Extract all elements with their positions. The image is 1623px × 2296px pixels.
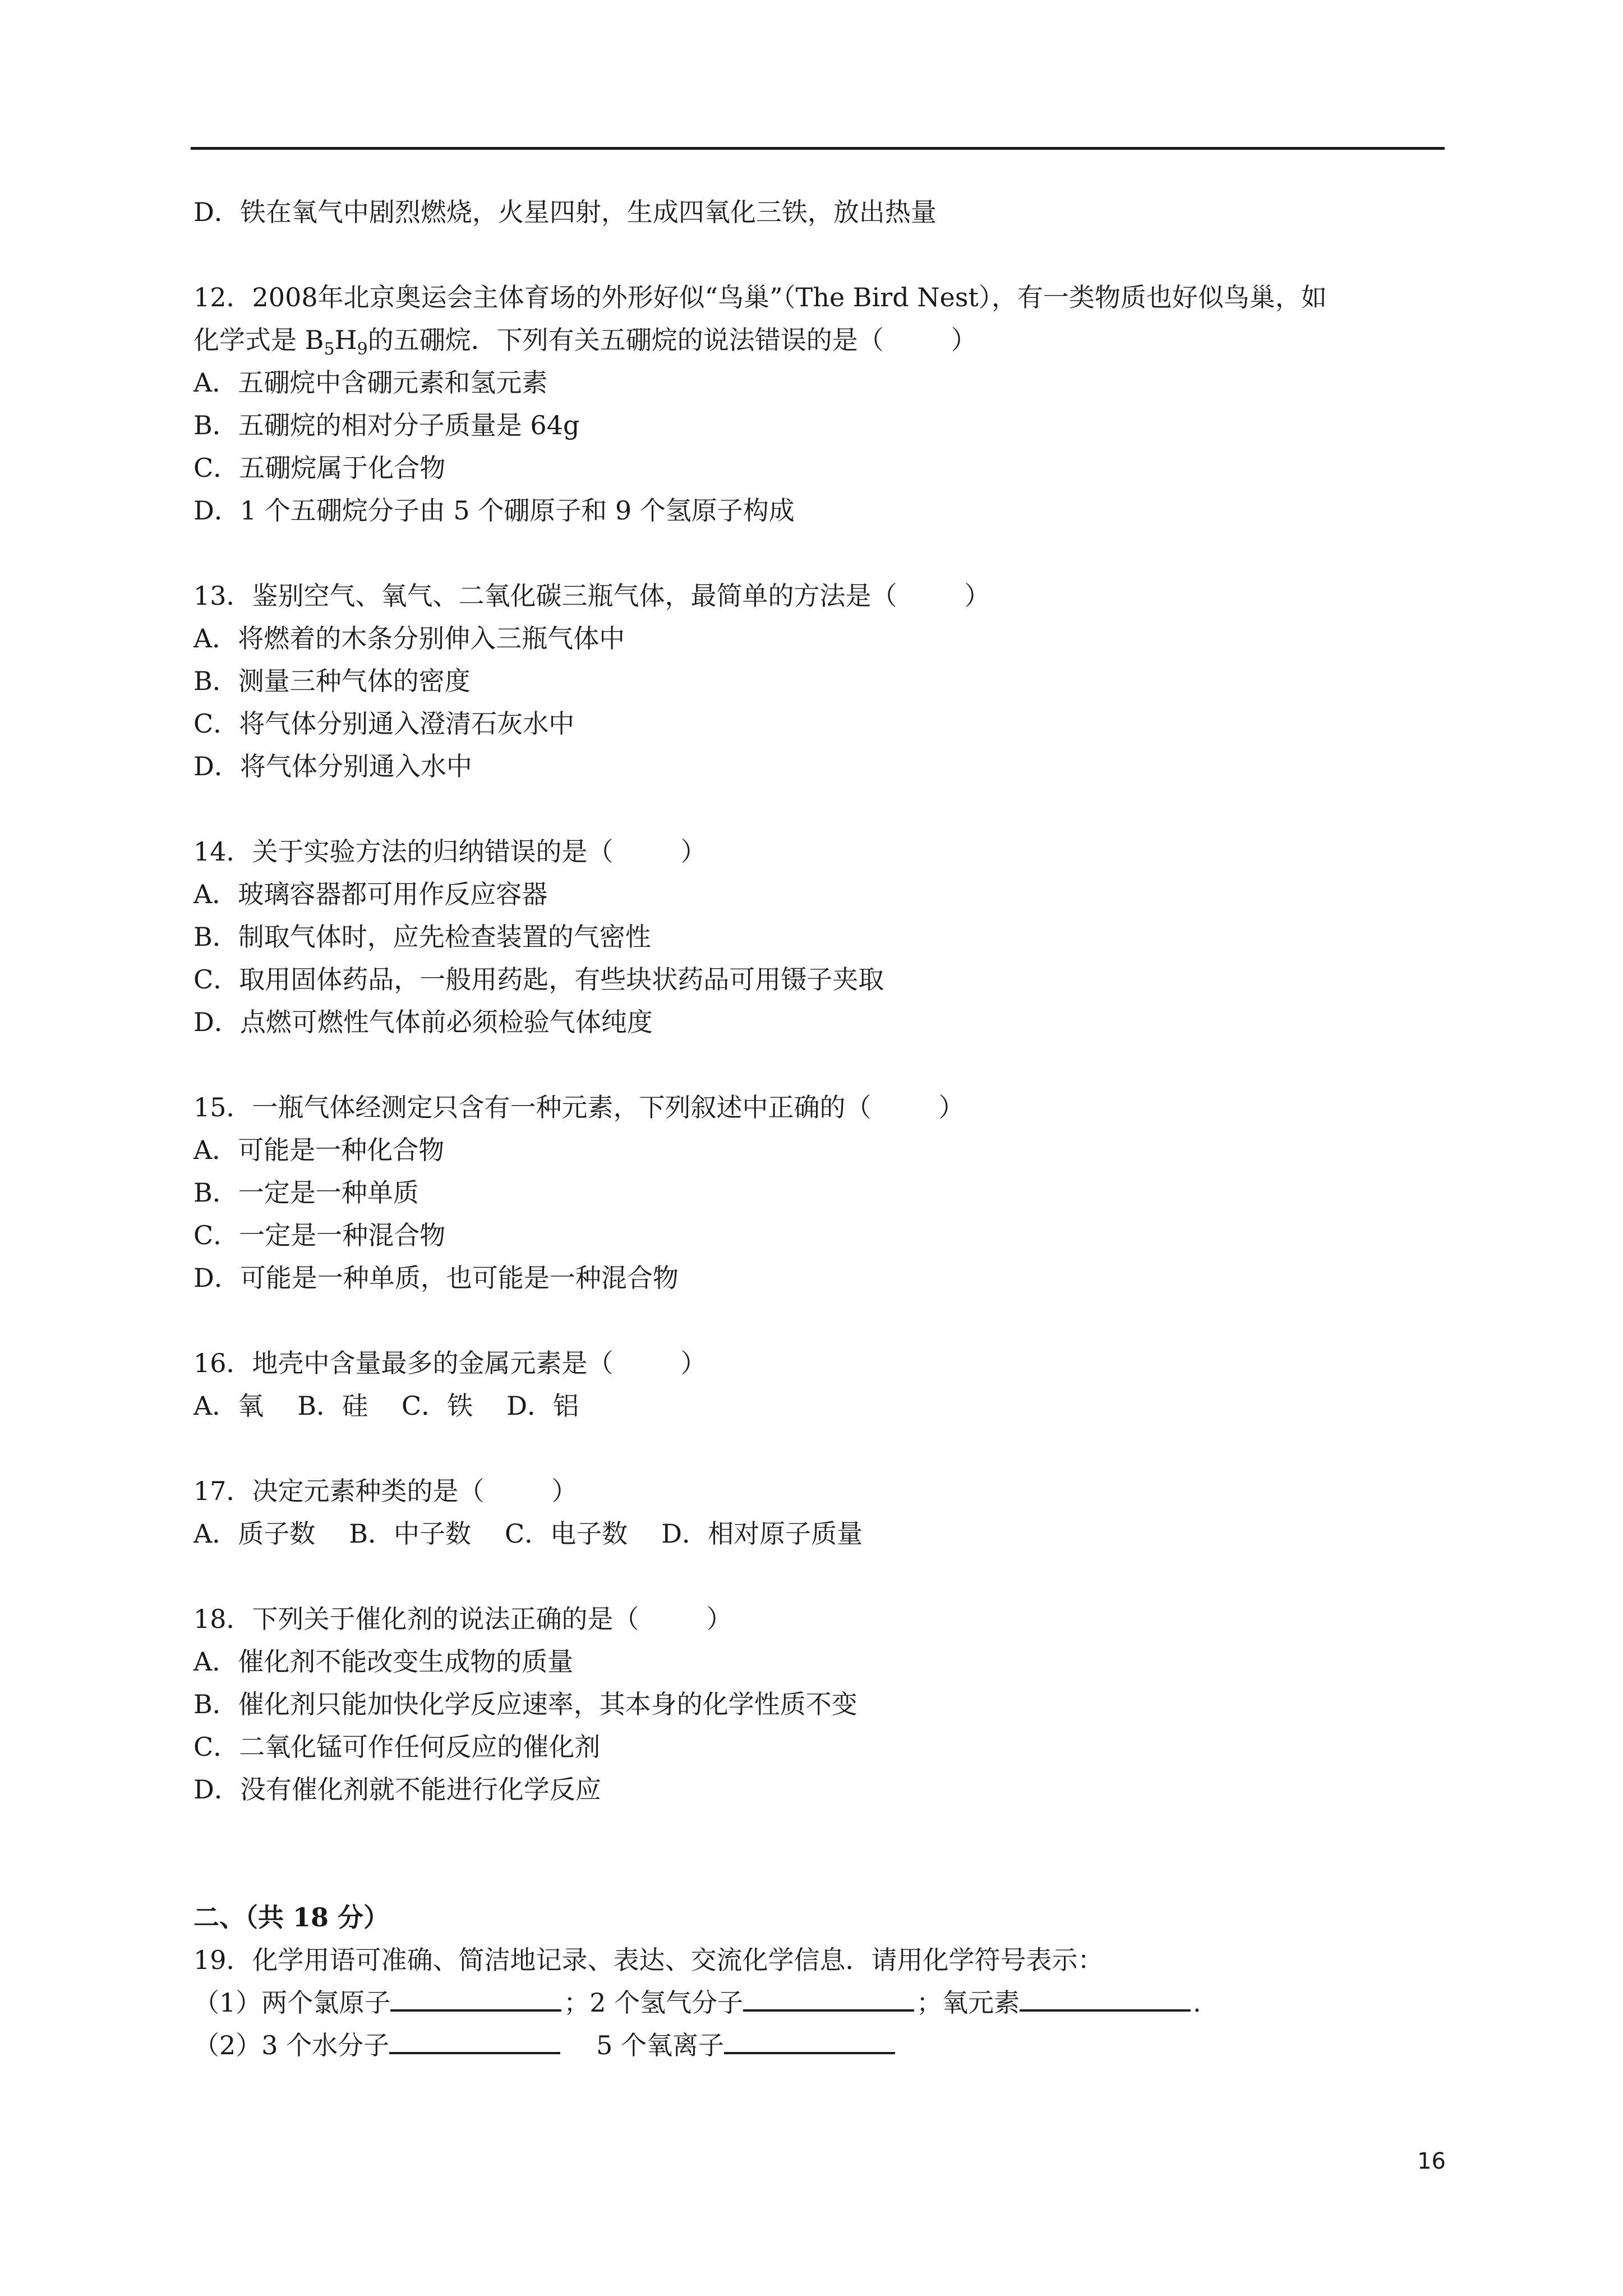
q12-option-c: C．五硼烷属于化合物	[193, 453, 446, 483]
q11-option-d: D．铁在氧气中剧烈燃烧，火星四射，生成四氧化三铁，放出热量	[193, 197, 937, 227]
q17-option-d: D．相对原子质量	[661, 1519, 863, 1549]
q17-option-c: C．电子数	[505, 1519, 628, 1549]
q12-stem-line2: 化学式是 $B_5H_9$的五硼烷．下列有关五硼烷的说法错误的是（ ）	[193, 325, 977, 360]
section-2-title: 二、（共 18 分）	[193, 1902, 390, 1932]
q17-stem: 17．决定元素种类的是（ ）	[193, 1476, 578, 1506]
q12-stem-line1: 12．2008年北京奥运会主体育场的外形好似“鸟巢”（The Bird Nest），有一类物质也好似鸟巢，如	[193, 282, 1327, 312]
q13-option-b: B．测量三种气体的密度	[193, 666, 471, 696]
q13-option-c: C．将气体分别通入澄清石灰水中	[193, 708, 575, 739]
page-number: 16	[1417, 2148, 1446, 2174]
q12-option-d: D．1 个五硼烷分子由 5 个硼原子和 9 个氢原子构成	[193, 495, 795, 526]
q14-option-d: D．点燃可燃性气体前必须检验气体纯度	[193, 1007, 653, 1037]
q16-options	[193, 1384, 1444, 1427]
q16-stem: 16．地壳中含量最多的金属元素是（ ）	[193, 1348, 707, 1378]
q15-option-c: C．一定是一种混合物	[193, 1220, 446, 1250]
q13-option-d: D．将气体分别通入水中	[193, 751, 472, 781]
answer-blank-oxygen-element[interactable]	[1020, 1982, 1191, 2012]
q17-option-b: B．中子数	[349, 1519, 472, 1549]
q15-option-d: D．可能是一种单质，也可能是一种混合物	[193, 1263, 679, 1293]
q18-option-d: D．没有催化剂就不能进行化学反应	[193, 1774, 601, 1805]
q15-option-a: A．可能是一种化合物	[193, 1135, 445, 1165]
q17-options	[193, 1512, 1444, 1555]
answer-blank-water-molecules[interactable]	[389, 2025, 560, 2054]
q18-option-a: A．催化剂不能改变生成物的质量	[193, 1646, 574, 1677]
document-body	[193, 191, 1444, 2067]
q16-option-c: C．铁	[402, 1391, 473, 1421]
q18-stem: 18．下列关于催化剂的说法正确的是（ ）	[193, 1604, 732, 1634]
q16-option-a: A．氧	[193, 1391, 264, 1421]
q19-part1: （1）两个氯原子 ；2 个氢气分子 ；氧元素 .	[193, 1981, 1444, 2024]
q13-option-a: A．将燃着的木条分别伸入三瓶气体中	[193, 623, 625, 654]
q12-option-b: B．五硼烷的相对分子质量是 64g	[193, 410, 580, 440]
q14-stem: 14．关于实验方法的归纳错误的是（ ）	[193, 836, 707, 867]
q19-stem: 19．化学用语可准确、简洁地记录、表达、交流化学信息．请用化学符号表示：	[193, 1945, 1104, 1975]
q18-option-b: B．催化剂只能加快化学反应速率，其本身的化学性质不变	[193, 1689, 857, 1719]
q14-option-b: B．制取气体时，应先检查装置的气密性	[193, 922, 651, 952]
answer-blank-oxygen-ions[interactable]	[724, 2025, 895, 2054]
q13-stem: 13．鉴别空气、氧气、二氧化碳三瓶气体，最简单的方法是（ ）	[193, 581, 990, 611]
q19-part2: （2）3 个水分子 5 个氧离子	[193, 2024, 1444, 2067]
answer-blank-hydrogen-molecules[interactable]	[743, 1982, 914, 2012]
q14-option-a: A．玻璃容器都可用作反应容器	[193, 879, 548, 909]
q18-option-c: C．二氧化锰可作任何反应的催化剂	[193, 1732, 601, 1762]
q15-option-b: B．一定是一种单质	[193, 1177, 419, 1208]
q14-option-c: C．取用固体药品，一般用药匙，有些块状药品可用镊子夹取	[193, 964, 884, 995]
q15-stem: 15．一瓶气体经测定只含有一种元素，下列叙述中正确的（ ）	[193, 1092, 965, 1122]
q12-option-a: A．五硼烷中含硼元素和氢元素	[193, 367, 548, 398]
answer-blank-chlorine-atoms[interactable]	[390, 1982, 561, 2012]
q17-option-a: A．质子数	[193, 1519, 316, 1549]
q16-option-d: D．铝	[506, 1391, 579, 1421]
header-rule	[191, 147, 1445, 150]
q16-option-b: B．硅	[297, 1391, 368, 1421]
